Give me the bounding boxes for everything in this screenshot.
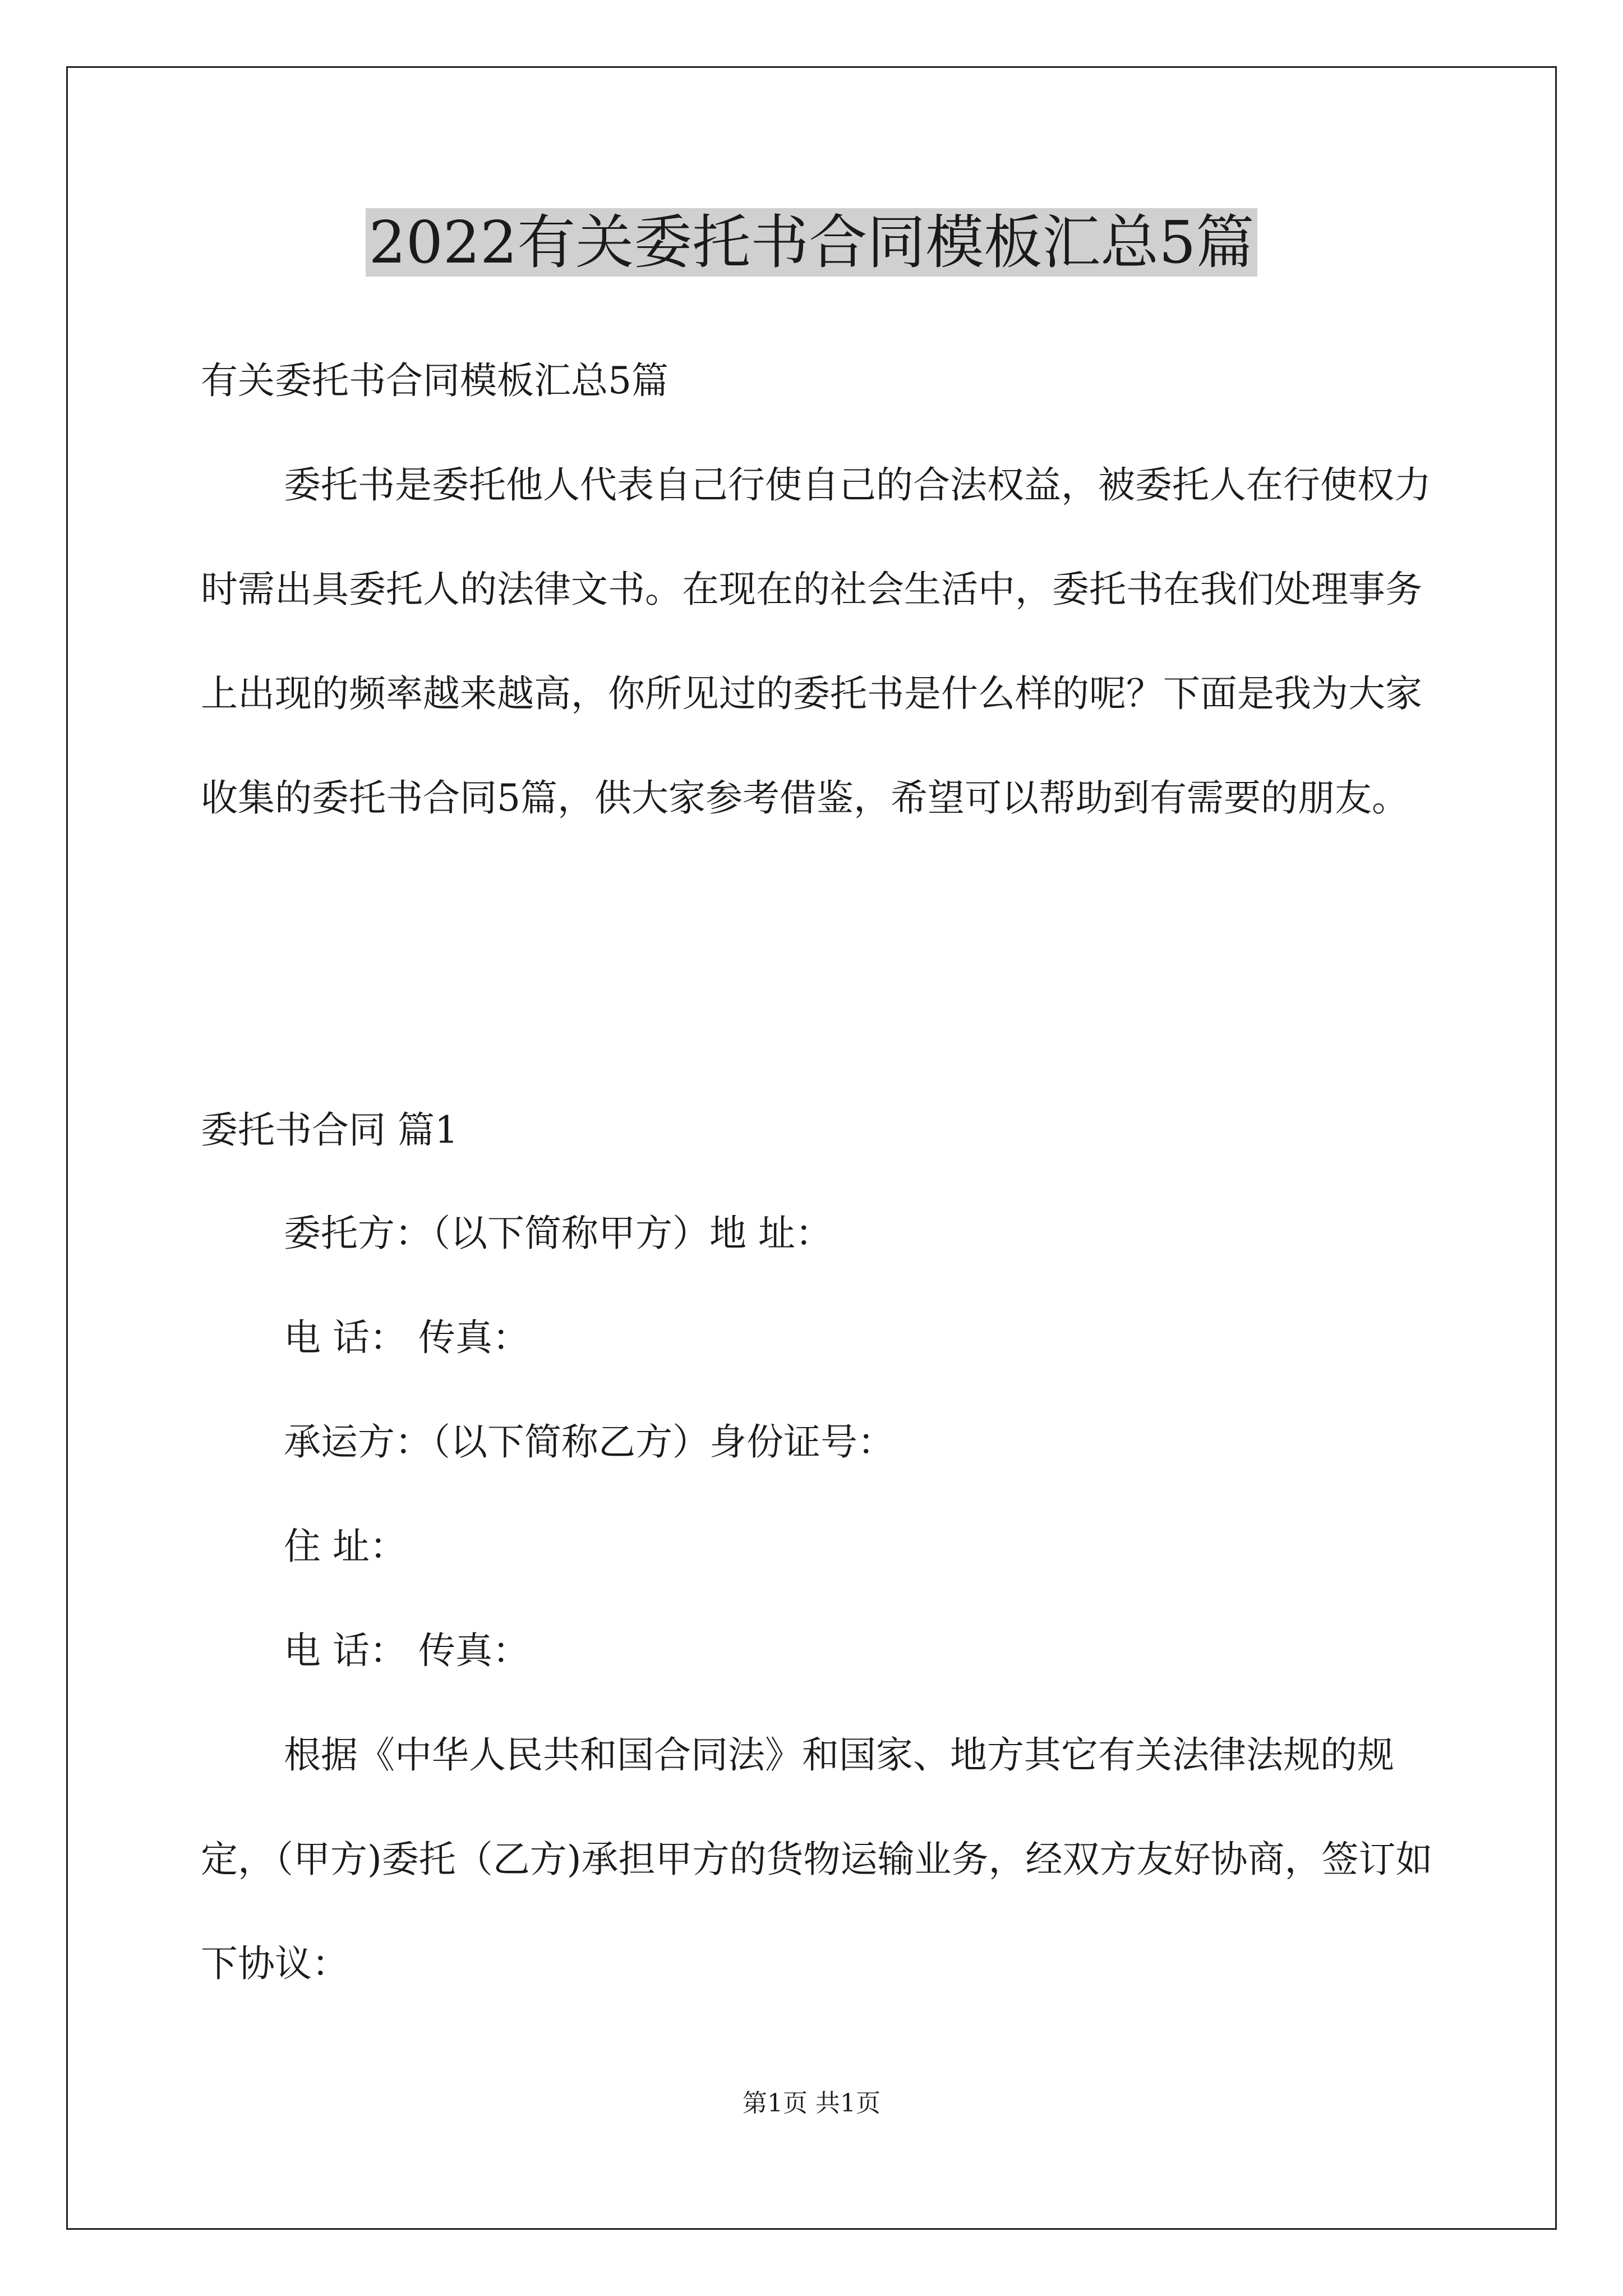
page-number: 第1页 共1页 <box>743 2089 880 2118</box>
client-address-line: 委托方：（以下简称甲方）地 址： <box>284 1212 832 1255</box>
carrier-id-line: 承运方：（以下简称乙方）身份证号： <box>284 1420 895 1464</box>
section-heading: 委托书合同 篇1 <box>201 1108 458 1152</box>
agreement-paragraph: 根据《中华人民共和国合同法》和国家、地方其它有关法律法规的规定，（甲方)委托（乙方)承担甲方的货物运输业务，经双方友好协商，签订如下协议： <box>201 1733 1433 1985</box>
client-phone-line: 电 话： 传真： <box>284 1316 529 1359</box>
document-title-text: 2022有关委托书合同模板汇总5篇 <box>366 208 1258 277</box>
document-title <box>0 203 1623 282</box>
carrier-address-line: 住 址： <box>284 1525 407 1568</box>
document-subtitle: 有关委托书合同模板汇总5篇 <box>201 359 668 402</box>
carrier-phone-line: 电 话： 传真： <box>284 1629 529 1672</box>
intro-paragraph: 委托书是委托他人代表自己行使自己的合法权益，被委托人在行使权力时需出具委托人的法律文书。在现在的社会生活中，委托书在我们处理事务上出现的频率越来越高，你所见过的委托书是什么样的呢？下面是我为大家收集的委托书合同5篇，供大家参考借鉴，希望可以帮助到有需要的朋友。 <box>201 463 1431 820</box>
